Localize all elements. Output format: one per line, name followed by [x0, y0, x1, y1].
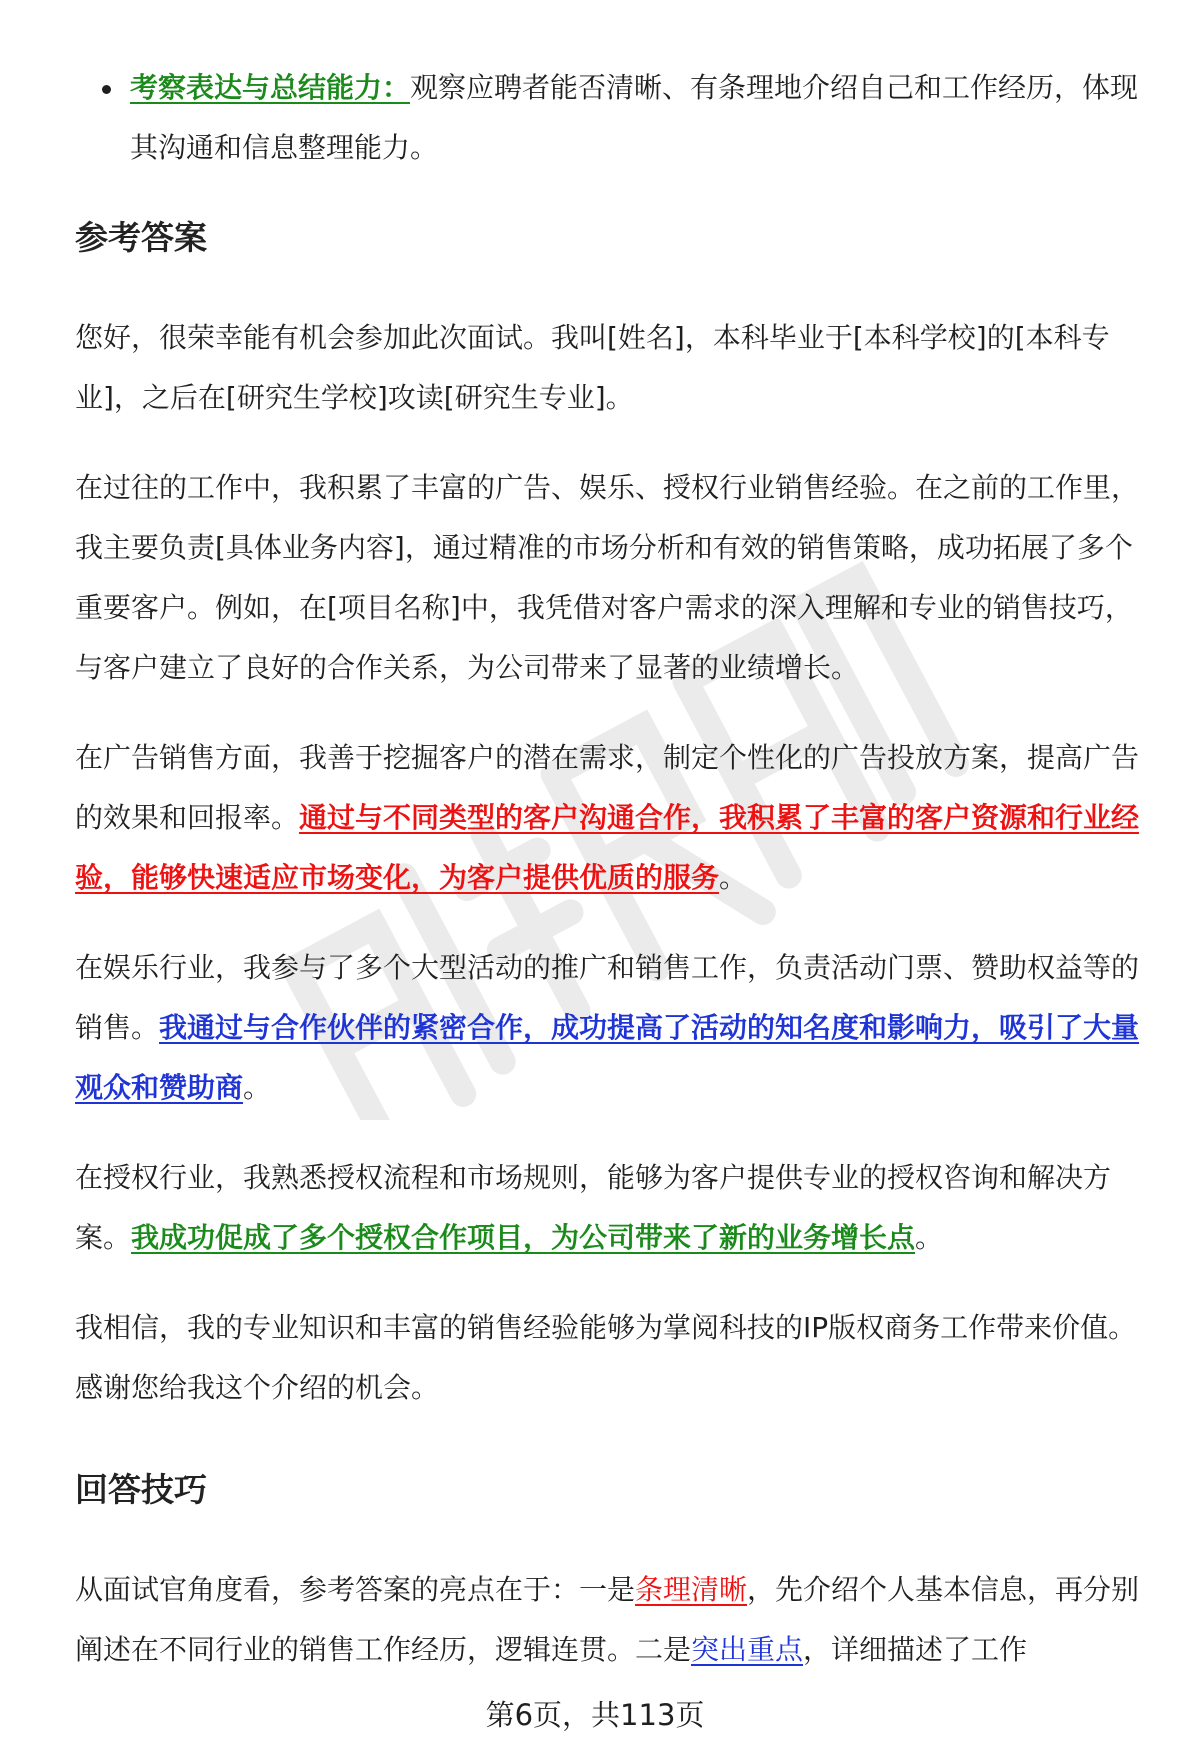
paragraph-text: 在广告销售方面，我善于挖掘客户的潜在需求，制定个性化的广告投放方案，提高广告的效果和回报率。: [75, 741, 1140, 834]
paragraph-text: 在娱乐行业，我参与了多个大型活动的推广和销售工作，负责活动门票、赞助权益等的销售。: [75, 951, 1140, 1044]
paragraph-text: ，先介绍个人基本信息，再分别阐述在不同行业的销售工作经历，逻辑连贯。二是: [75, 1573, 1140, 1666]
highlight-green: 我成功促成了多个授权合作项目，为公司带来了新的业务增长点: [131, 1221, 916, 1254]
bullet-item: [75, 58, 1160, 178]
paragraph-entertainment: [75, 938, 1160, 1118]
paragraph-text: 。: [719, 861, 748, 894]
bullet-icon: [102, 85, 111, 94]
page-indicator: 第6页，共113页: [485, 1698, 705, 1732]
paragraph-experience: 在过往的工作中，我积累了丰富的广告、娱乐、授权行业销售经验。在之前的工作里，我主要负责[具体业务内容]，通过精准的市场分析和有效的销售策略，成功拓展了多个重要客户。例如，在[项目名称]中，我凭借对客户需求的深入理解和专业的销售技巧，与客户建立了良好的合作关系，为公司带来了显著的业绩增长。: [75, 471, 1140, 684]
paragraph-text: ，详细描述了工作: [803, 1633, 1028, 1666]
bullet-text: 观察应聘者能否清晰、有条理地介绍自己和工作经历，体现其沟通和信息整理能力。: [130, 71, 1139, 164]
paragraph-closing: 我相信，我的专业知识和丰富的销售经验能够为掌阅科技的IP版权商务工作带来价值。感谢您给我这个介绍的机会。: [75, 1311, 1137, 1404]
paragraph-text: 在授权行业，我熟悉授权流程和市场规则，能够为客户提供专业的授权咨询和解决方案。: [75, 1161, 1112, 1254]
paragraph-text: 。: [243, 1071, 272, 1104]
paragraph-licensing: [75, 1148, 1160, 1268]
highlight-red: 通过与不同类型的客户沟通合作，我积累了丰富的客户资源和行业经验，能够快速适应市场变化，为客户提供优质的服务: [75, 801, 1140, 894]
paragraph-advertising: [75, 728, 1160, 908]
paragraph-intro: 您好，很荣幸能有机会参加此次面试。我叫[姓名]，本科毕业于[本科学校]的[本科专业]，之后在[研究生学校]攻读[研究生专业]。: [75, 321, 1110, 414]
highlight-blue: 我通过与合作伙伴的紧密合作，成功提高了活动的知名度和影响力，吸引了大量观众和赞助商: [75, 1011, 1140, 1104]
highlight-link-key-points[interactable]: 突出重点: [691, 1633, 804, 1666]
section-heading-answer-tips: 回答技巧: [75, 1470, 207, 1509]
section-heading-reference-answer: 参考答案: [75, 218, 207, 257]
paragraph-text: 。: [915, 1221, 944, 1254]
paragraph-text: 从面试官角度看，参考答案的亮点在于：一是: [75, 1573, 636, 1606]
bullet-label: 考察表达与总结能力：: [130, 71, 411, 104]
document-content: [75, 58, 1160, 1680]
highlight-link-clear-structure[interactable]: 条理清晰: [635, 1573, 748, 1606]
paragraph-tips: [75, 1560, 1160, 1680]
